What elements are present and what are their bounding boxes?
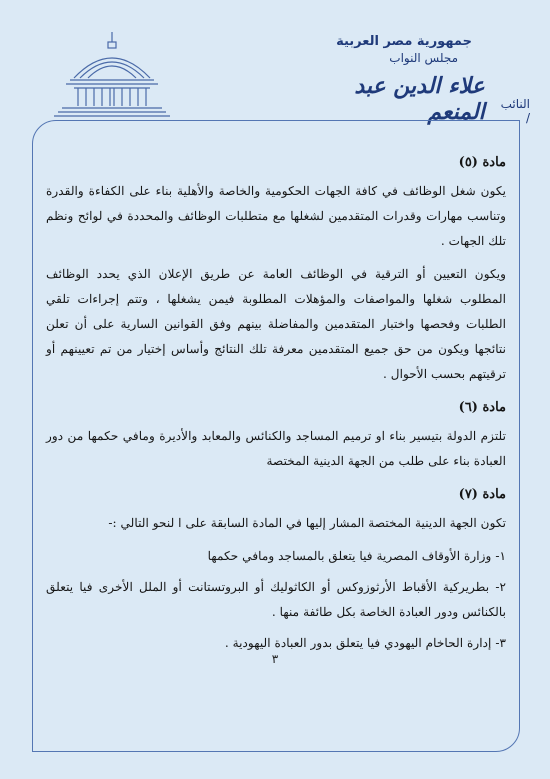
republic-title: جمهورية مصر العربية <box>336 34 472 49</box>
member-label: النائب / <box>500 97 530 125</box>
article-heading: مادة (٦) <box>458 400 506 415</box>
document-body <box>46 148 506 662</box>
member-row <box>300 73 530 125</box>
article-heading: مادة (٥) <box>458 155 506 170</box>
article-heading: مادة (٧) <box>458 487 506 502</box>
article-paragraph: ويكون التعيين أو الترقية في الوظائف العامة عن طريق الإعلان الذي يحدد الوظائف المطلوب شغلها والمواصفات والمؤهلات المطلوبة فيمن يشغلها ، وتتم إجراءات تلقي الطلبات وفحصها واختبار المتقدمين والمفاضلة بينهم وفق القوانين السارية على أن تعلن نتائجها ويكون من حق جميع المتقدمين معرفة تلك النتائج وأساس إختيار من تم تعيينهم أو ترقيتهم بحسب الأحوال . <box>46 267 506 381</box>
article-paragraph: تكون الجهة الدينية المختصة المشار إليها في المادة السابقة على ا لنحو التالي :- <box>108 516 506 530</box>
article-paragraph: تلتزم الدولة بتيسير بناء او ترميم المساجد والكنائس والمعابد والأديرة ومافي حكمها من دور العبادة بناء على طلب من الجهة الدينية المختصة <box>46 429 506 468</box>
council-title: مجلس النواب <box>389 51 458 65</box>
article-7 <box>46 482 506 656</box>
page-number: ٣ <box>271 652 279 666</box>
parliament-dome-icon <box>52 28 172 118</box>
list-item: ٢- بطريركية الأقباط الأرثوزوكس أو الكاثوليك أو البروتستانت أو الملل الأخرى فيا يتعلق بالكنائس ودور العبادة الخاصة بكل طائفة منها . <box>46 580 506 619</box>
list-item: ٣- إدارة الحاخام اليهودي فيا يتعلق بدور العبادة اليهودية . <box>224 636 506 650</box>
list-item: ١- وزارة الأوقاف المصرية فيا يتعلق بالمساجد ومافي حكمها <box>207 549 506 563</box>
letterhead <box>300 34 530 125</box>
article-6 <box>46 395 506 474</box>
article-paragraph: يكون شغل الوظائف في كافة الجهات الحكومية والخاصة والأهلية بناء على الكفاءة والقدرة وتناسب مهارات وقدرات المتقدمين لشغلها مع متطلبات الوظائف والمحددة في لوائح ونظم تلك الجهات . <box>46 184 506 248</box>
article-5 <box>46 150 506 387</box>
member-name-calligraphy: علاء الدين عبد المنعم <box>354 73 485 125</box>
